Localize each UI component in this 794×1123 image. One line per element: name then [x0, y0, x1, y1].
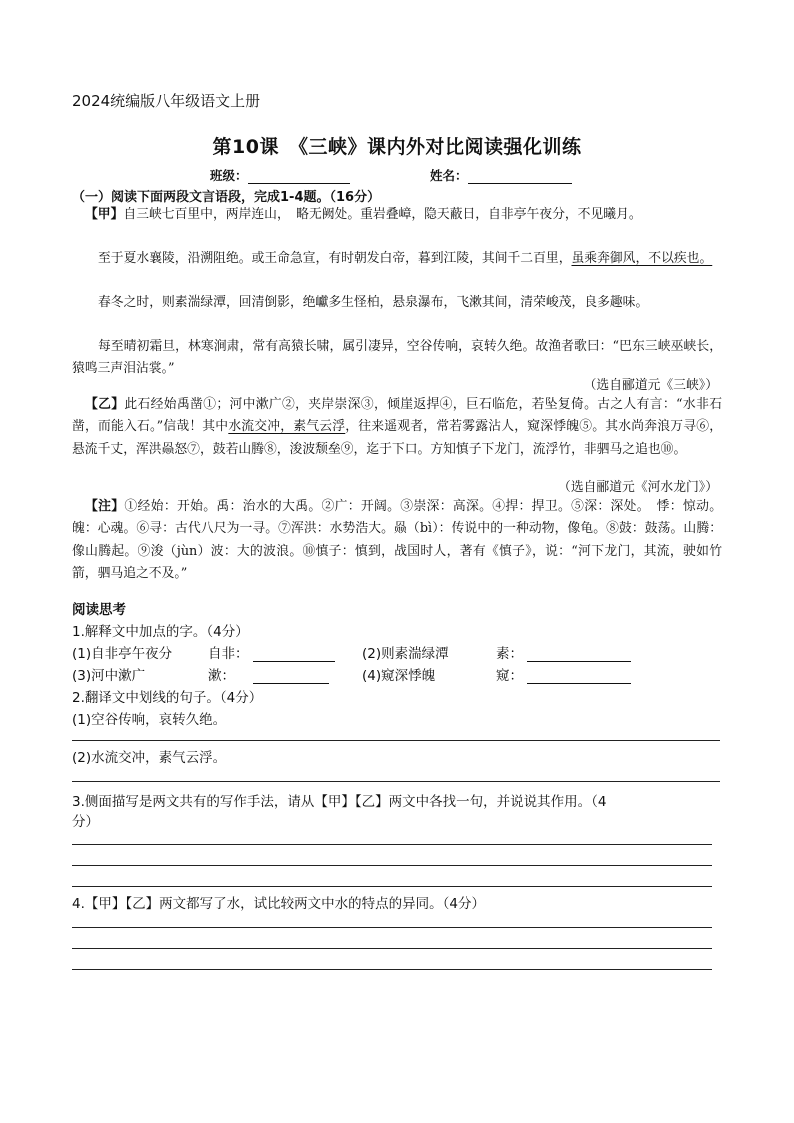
q3-answer-line-1[interactable]: [72, 844, 712, 845]
q2-answer-line-2[interactable]: [72, 781, 720, 782]
yi-source: （选自郦道元《河水龙门》）: [558, 480, 718, 495]
q3-answer-line-2[interactable]: [72, 865, 712, 866]
q1-item-2-answer: [496, 642, 631, 662]
q1-item-3-word: 漱：: [208, 668, 235, 684]
q2-title: 2.翻译文中划线的句子。（4分）: [72, 690, 263, 706]
jia-paragraph-3: 春冬之时，则素湍绿潭，回清倒影，绝巘多生怪柏，悬泉瀑布，飞漱其间，清荣峻茂，良多趣味。: [98, 295, 649, 310]
jia-paragraph-4: 每至晴初霜旦，林寒涧肃，常有高猿长啸，属引凄异，空谷传响，哀转久绝。故渔者歌曰：“巴东三峡巫峡长，猿鸣三声泪沾裳。”: [72, 339, 722, 377]
q3-answer-line-3[interactable]: [72, 886, 712, 887]
q1-item-1-blank[interactable]: [253, 647, 335, 662]
note-text: ①经始：开始。禹：治水的大禹。②广：开阔。③崇深：高深。④捍：捍卫。⑤深：深处。 悸：惊动。魄：心魂。⑥寻：古代八尺为一寻。⑦浑洪：水势浩大。赑（bì）：传说中的一种动物，像龟。⑧鼓：鼓荡。山腾：像山腾起。⑨浚（jùn）波：大的波浪。⑩慎子：慎到，战国时人，著有《慎子》，说：“河下龙门，其流，驶如竹箭，驷马追之不及。”: [72, 499, 723, 581]
q1-item-3-answer: [208, 664, 329, 684]
yi-underlined-sentence: 水流交冲，素气云浮: [228, 419, 346, 435]
note-tag: 【注】: [85, 499, 125, 514]
jia-text-2: 至于夏水襄陵，沿溯阻绝。或王命急宣，有时朝发白帝，暮到江陵，其间千二百里，: [98, 251, 572, 266]
q4-answer-line-1[interactable]: [72, 927, 712, 928]
q2-answer-line-1[interactable]: [72, 740, 720, 741]
q1-item-2-blank[interactable]: [527, 647, 631, 662]
q1-title: 1.解释文中加点的字。（4分）: [72, 624, 249, 640]
q1-item-2-word: 素：: [496, 646, 523, 662]
jia-source: （选自郦道元《三峡》）: [583, 378, 718, 393]
q1-item-3: (3)河中漱广: [72, 668, 146, 684]
page-title: 第10课 《三峡》课内外对比阅读强化训练: [212, 136, 582, 158]
yi-tag: 【乙】: [85, 397, 125, 412]
name-label: 姓名：: [430, 168, 468, 183]
q1-item-4-word: 窥：: [496, 668, 523, 684]
yi-text-2: ，往来遥观者，常若雾露沾人，窥深悸魄⑤。其水尚奔浪万寻⑥，悬流千丈，浑洪赑怒⑦，鼓若山腾⑧，浚波颓垒⑨，迄于下口。方知慎子下龙门，流浮竹，非驷马之追也⑩。: [72, 419, 723, 457]
section-heading: （一）阅读下面两段文言语段，完成1-4题。（16分）: [72, 190, 381, 205]
q1-item-4: (4)窥深悸魄: [362, 668, 436, 684]
q1-item-1: (1)自非亭午夜分: [72, 646, 173, 662]
q3-title-line-1: 3.侧面描写是两文共有的写作手法，请从【甲】【乙】两文中各找一句，并说说其作用。（4: [72, 794, 607, 810]
notes-paragraph: [72, 496, 722, 585]
questions-heading: 阅读思考: [72, 602, 126, 618]
class-label: 班级：: [210, 168, 248, 183]
jia-underlined-sentence: 虽乘奔御风，不以疾也。: [571, 251, 713, 266]
jia-paragraph-1: [72, 204, 722, 226]
q1-item-1-word: 自非：: [208, 646, 249, 662]
q4-answer-line-2[interactable]: [72, 948, 712, 949]
q1-item-4-answer: [496, 664, 631, 684]
q1-item-2: (2)则素湍绿潭: [362, 646, 449, 662]
q4-answer-line-3[interactable]: [72, 969, 712, 970]
q2-sentence-1: (1)空谷传响，哀转久绝。: [72, 712, 227, 728]
yi-paragraph: [72, 394, 722, 461]
class-blank[interactable]: [248, 171, 350, 184]
name-field: [430, 166, 572, 184]
q2-sentence-2: (2)水流交冲，素气云浮。: [72, 750, 227, 766]
jia-paragraph-2: [72, 248, 722, 270]
q4-title: 4.【甲】【乙】两文都写了水，试比较两文中水的特点的异同。（4分）: [72, 896, 485, 912]
name-blank[interactable]: [468, 171, 572, 184]
q1-item-4-blank[interactable]: [527, 669, 631, 684]
jia-tag: 【甲】: [85, 207, 124, 222]
q1-item-3-blank[interactable]: [253, 669, 329, 684]
yi-text-1: 此石经始禹凿①；河中漱广②，夹岸崇深③，倾崖返捍④，巨石临危，若坠复倚。古之人有言：“水非石凿，而能入石。”信哉！其中: [72, 397, 722, 435]
class-field: [210, 166, 350, 184]
jia-text-1: 自三峡七百里中，两岸连山， 略无阙处。重岩叠嶂，隐天蔽日，自非亭午夜分，不见曦月。: [123, 207, 642, 222]
book-line: 2024统编版八年级语文上册: [72, 92, 261, 110]
q1-item-1-answer: [208, 642, 335, 662]
q3-title-line-2: 分）: [72, 814, 99, 830]
